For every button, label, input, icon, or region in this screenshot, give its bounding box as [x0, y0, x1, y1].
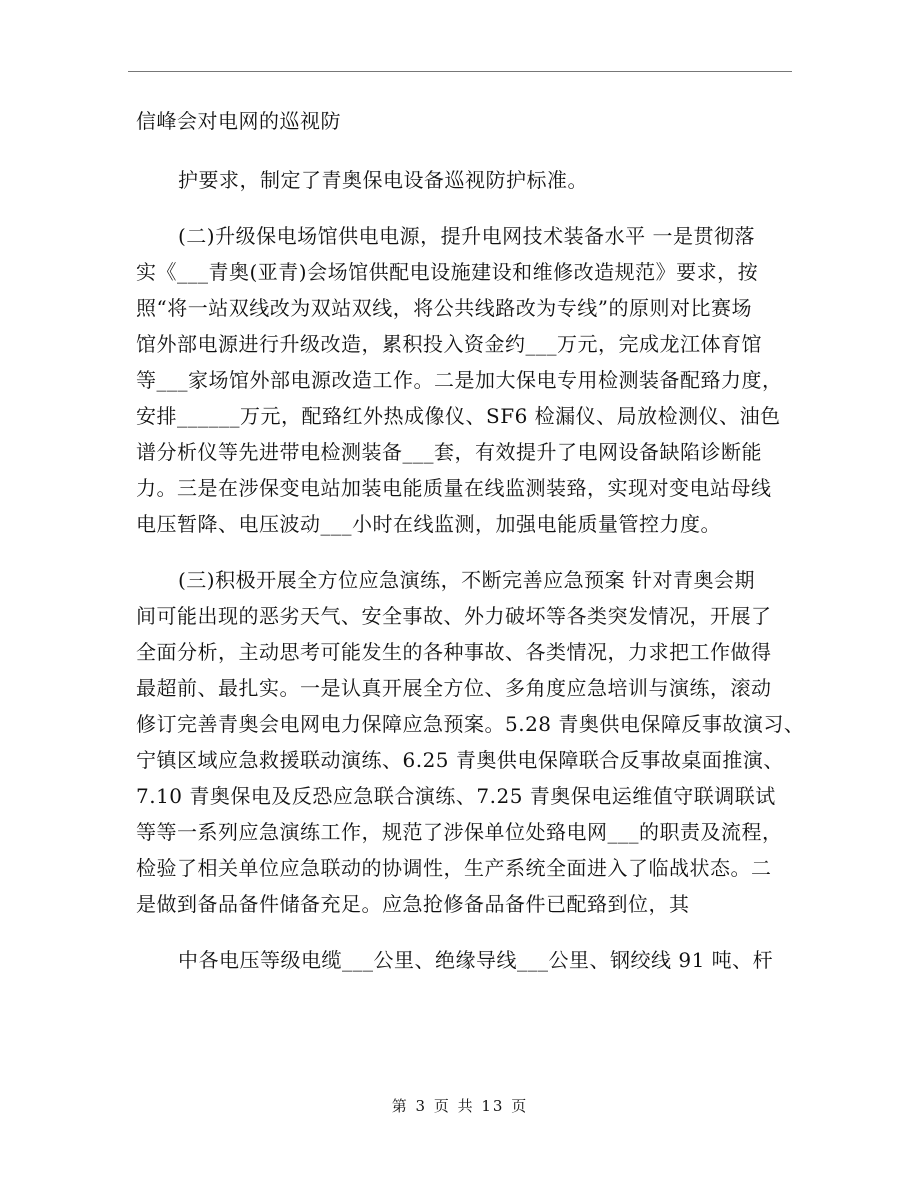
- text-line-22: 中各电压等级电缆___公里、绝缘导线___公里、钢绞线 91 吨、杆: [178, 948, 774, 972]
- text-line-21: 是做到备品备件储备充足。应急抢修备品备件已配臵到位，其: [136, 892, 690, 916]
- text-line-2: 护要求，制定了青奥保电设备巡视防护标准。: [178, 168, 588, 192]
- text-line-4: 实《___青奥(亚青)会场馆供配电设施建设和维修改造规范》要求，按: [136, 260, 759, 284]
- text-line-17: 宁镇区域应急救援联动演练、6.25 青奥供电保障联合反事故桌面推演、: [136, 748, 784, 772]
- text-line-9: 谱分析仪等先进带电检测装备___套，有效提升了电网设备缺陷诊断能: [136, 440, 762, 464]
- text-line-18: 7.10 青奥保电及反恐应急联合演练、7.25 青奥保电运维值守联调联试: [136, 784, 776, 808]
- text-line-12: (三)积极开展全方位应急演练，不断完善应急预案 针对青奥会期: [178, 568, 755, 592]
- text-line-13: 间可能出现的恶劣天气、安全事故、外力破坏等各类突发情况，开展了: [136, 604, 772, 628]
- text-line-11: 电压暂降、电压波动___小时在线监测，加强电能质量管控力度。: [136, 512, 721, 536]
- page-number: 第 3 页 共 13 页: [391, 1097, 529, 1115]
- text-line-8: 安排______万元，配臵红外热成像仪、SF6 检漏仪、局放检测仪、油色: [136, 404, 781, 428]
- text-line-14: 全面分析，主动思考可能发生的各种事故、各类情况，力求把工作做得: [136, 640, 772, 664]
- text-line-6: 馆外部电源进行升级改造，累积投入资金约___万元，完成龙江体育馆: [136, 332, 762, 356]
- text-line-15: 最超前、最扎实。一是认真开展全方位、多角度应急培训与演练，滚动: [136, 676, 772, 700]
- text-line-3: (二)升级保电场馆供电电源，提升电网技术装备水平 一是贯彻落: [178, 224, 755, 248]
- text-line-16: 修订完善青奥会电网电力保障应急预案。5.28 青奥供电保障反事故演习、: [136, 712, 805, 736]
- text-line-19: 等等一系列应急演练工作，规范了涉保单位处臵电网___的职责及流程，: [136, 820, 783, 844]
- text-line-10: 力。三是在涉保变电站加装电能质量在线监测装臵，实现对变电站母线: [136, 476, 772, 500]
- text-line-7: 等___家场馆外部电源改造工作。二是加大保电专用检测装备配臵力度，: [136, 368, 783, 392]
- text-line-5: 照“将一站双线改为双站双线，将公共线路改为专线”的原则对比赛场: [136, 296, 752, 320]
- text-line-1: 信峰会对电网的巡视防: [136, 109, 341, 133]
- text-line-20: 检验了相关单位应急联动的协调性，生产系统全面进入了临战状态。二: [136, 856, 772, 880]
- header-rule: [128, 71, 792, 72]
